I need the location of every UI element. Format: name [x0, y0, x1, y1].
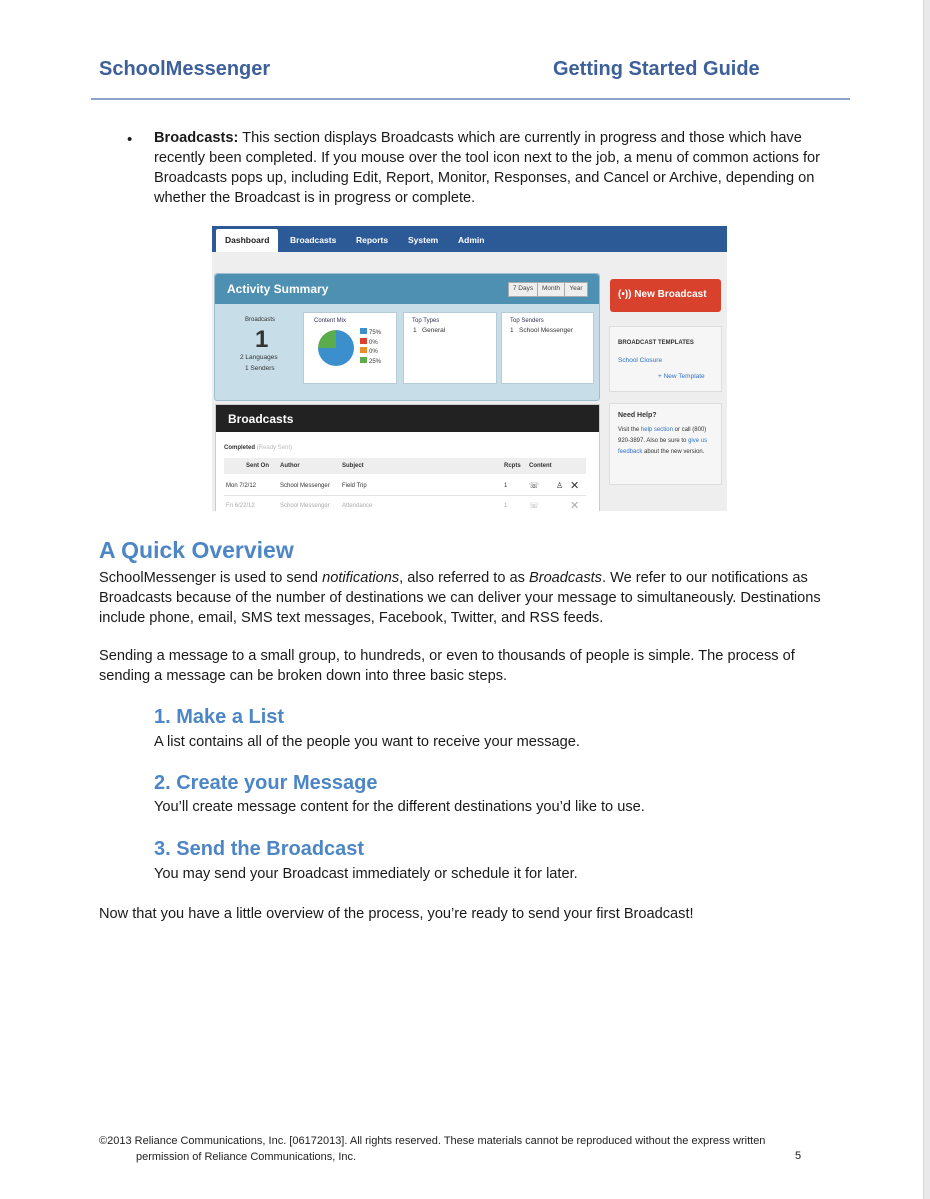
dashboard-screenshot: [212, 226, 727, 511]
templates-title: BROADCAST TEMPLATES: [618, 340, 694, 346]
template-school-closure: School Closure: [618, 357, 663, 364]
step-3-text: You may send your Broadcast immediately or schedule it for later.: [154, 866, 578, 882]
step-3-title: 3. Send the Broadcast: [154, 838, 365, 860]
page-number: 5: [795, 1150, 802, 1162]
bullet-paragraph: [154, 128, 836, 208]
tools-icon: ✕: [570, 500, 580, 511]
top-types-card: [403, 312, 497, 384]
email-icon: [360, 338, 367, 344]
top-senders-title: Top Senders: [510, 318, 544, 324]
tools-icon: ✕: [570, 480, 580, 492]
new-template-link: + New Template: [658, 373, 705, 380]
new-broadcast-button: (•)) New Broadcast: [610, 279, 721, 312]
user-icon: ♙: [556, 481, 564, 490]
mix-email: 0%: [360, 338, 381, 348]
tab-broadcasts: Broadcasts: [290, 235, 337, 245]
closing-paragraph: Now that you have a little overview of the process, you’re ready to send your first Broadcast!: [99, 906, 694, 922]
range-year: Year: [564, 282, 588, 297]
bullet-term: Broadcasts:: [154, 130, 239, 146]
activity-summary-panel: [214, 273, 600, 401]
phone-icon: ☏: [529, 501, 540, 510]
broadcast-count: 1: [255, 326, 269, 353]
overview-paragraph-2: Sending a message to a small group, to hundreds, or even to thousands of people is simple. The process of sending a message can be broken down into three basic steps.: [99, 648, 795, 684]
need-help-text: Visit the help section or call (800) 920-3897. Also be sure to give us feedback about the new version.: [618, 427, 708, 455]
mix-sms: 0%: [360, 347, 381, 357]
top-types-title: Top Types: [412, 318, 440, 324]
broadcast-icon: (•)): [618, 289, 632, 300]
screenshot-nav-bar: [212, 226, 727, 252]
step-2-text: You’ll create message content for the different destinations you’d like to use.: [154, 799, 645, 815]
table-row: Mon 7/2/12 School Messenger Field Trip 1 ☏ ♙ ✕: [224, 479, 586, 496]
header-guide-title: Getting Started Guide: [553, 58, 760, 80]
broadcasts-panel: [215, 404, 600, 511]
content-mix-title: Content Mix: [314, 318, 347, 324]
senders-count: 1 Senders: [245, 365, 275, 372]
broadcasts-stat: [225, 312, 297, 382]
sms-icon: [360, 347, 367, 353]
content-mix-card: [303, 312, 397, 384]
phone-icon: [360, 328, 367, 334]
step-1-title: 1. Make a List: [154, 706, 285, 728]
phone-icon: ☏: [529, 481, 540, 490]
header-title: SchoolMessenger: [99, 58, 271, 80]
broadcast-templates-panel: [609, 326, 722, 392]
footer: [99, 1133, 844, 1165]
range-7days: 7 Days: [508, 282, 538, 297]
page-edge: [923, 0, 930, 1199]
activity-summary-title: Activity Summary: [215, 274, 599, 304]
mix-social: 25%: [360, 357, 381, 367]
overview-paragraph-1: SchoolMessenger is used to send notifications, also referred to as Broadcasts. We refer to our notifications as Broadcasts because of the number of destinations we can deliver your message to simultaneously. Destinations include phone, email, SMS text messages, Facebook, Twitter, and RSS feeds.: [99, 570, 821, 626]
footer-permission: permission of Reliance Communications, Inc.: [136, 1151, 357, 1163]
bullet-body: This section displays Broadcasts which are currently in progress and those which have recently been completed. If you mouse over the tool icon next to the job, a menu of common actions for Broadcasts pops up, including Edit, Report, Monitor, Responses, and Cancel or Archive, depending on whether the Broadcast is in progress or complete.: [154, 130, 821, 206]
bullet-dot: •: [127, 131, 133, 148]
mix-phone: 75%: [360, 328, 381, 338]
tab-dashboard: Dashboard: [216, 229, 278, 252]
need-help-panel: [609, 403, 722, 485]
top-types-row: 1 General: [413, 327, 446, 334]
step-2-title: 2. Create your Message: [154, 772, 378, 794]
overview-heading: A Quick Overview: [99, 537, 294, 563]
need-help-title: Need Help?: [618, 412, 657, 419]
tab-admin: Admin: [458, 235, 485, 245]
top-senders-row: 1 School Messenger: [510, 327, 573, 334]
completed-filter: Completed (Ready Sent): [224, 445, 293, 451]
languages-count: 2 Languages: [240, 354, 278, 361]
header-rule: [91, 98, 850, 100]
social-icon: [360, 357, 367, 363]
broadcasts-stat-label: Broadcasts: [245, 317, 276, 323]
top-senders-card: [501, 312, 594, 384]
tab-system: System: [408, 235, 439, 245]
broadcasts-panel-title: Broadcasts: [216, 405, 599, 432]
step-1-text: A list contains all of the people you want to receive your message.: [154, 734, 580, 750]
broadcasts-table-header: Sent On Author Subject Rcpts Content: [224, 458, 586, 474]
footer-copyright: ©2013 Reliance Communications, Inc. [06172013]. All rights reserved. These materials cannot be reproduced without the express written: [99, 1135, 766, 1147]
content-mix-pie: [318, 330, 354, 366]
table-row: Fri 6/22/12 School Messenger Attendance 1 ☏ ✕: [226, 500, 580, 511]
range-month: Month: [537, 282, 565, 297]
tab-reports: Reports: [356, 235, 389, 245]
content-mix-legend: [360, 328, 381, 366]
